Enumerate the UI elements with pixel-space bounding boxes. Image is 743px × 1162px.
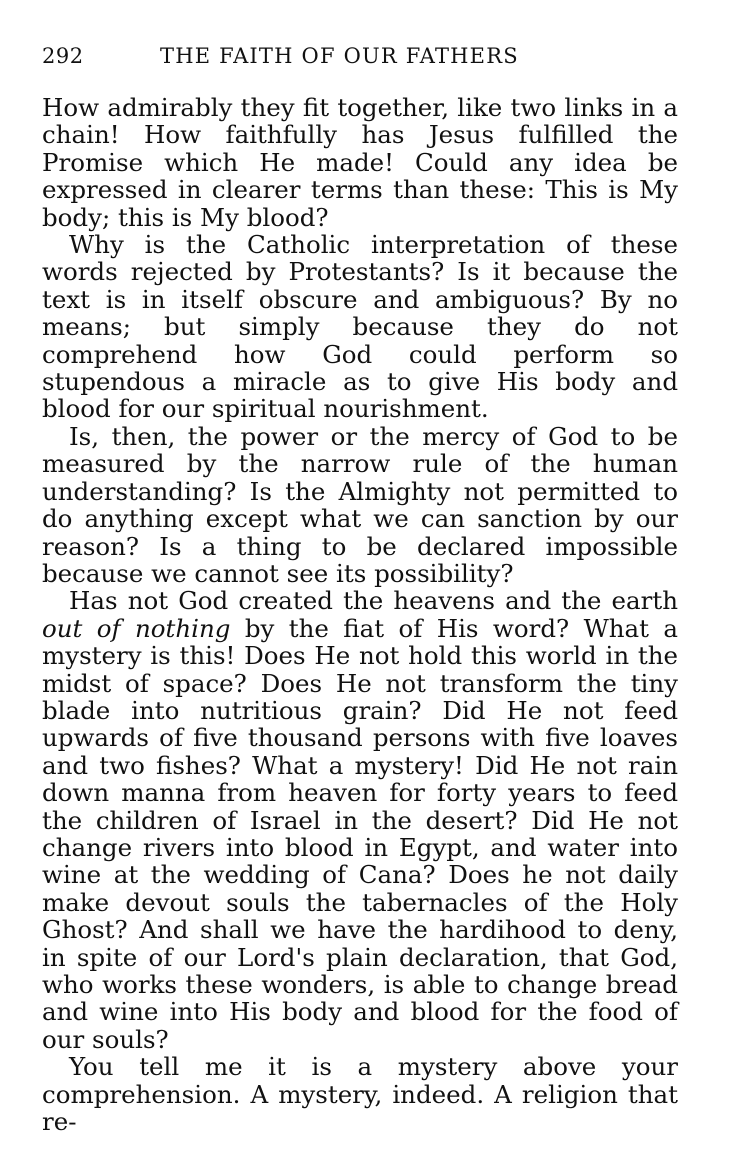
text-segment: Is, then, the power or the mercy of God to be measured by the narrow rule of the human understanding? Is the Almighty not permitted to do anything except what we can sanction by our reason? Is a thing to be declared impossible because we cannot see its possibility?	[42, 421, 678, 588]
paragraph	[42, 231, 678, 423]
text-segment: You tell me it is a mystery above your comprehension. A mystery, indeed. A religion that re-	[42, 1052, 678, 1137]
text-segment: Why is the Catholic interpretation of these words rejected by Protestants? Is it because the text is in itself obscure and ambiguous? By no means; but simply because they do not comprehend how God could perform so stupendous a miracle as to give His body and blood for our spiritual nourishment.	[42, 230, 678, 424]
paragraph	[42, 423, 678, 587]
text-segment: by the fiat of His word? What a mystery is this! Does He not hold this world in the midst of space? Does He not transform the tiny blade into nutritious grain? Did He not feed upwards of five thousand persons with five loaves and two fishes? What a mystery! Did He not rain down manna from heaven for forty years to feed the children of Israel in the desert? Did He not change rivers into blood in Egypt, and water into wine at the wedding of Cana? Does he not daily make devout souls the tabernacles of the Holy Ghost? And shall we have the hardihood to deny, in spite of our Lord's plain declaration, that God, who works these wonders, is able to change bread and wine into His body and blood for the food of our souls?	[42, 613, 678, 1054]
body-text	[42, 94, 678, 1135]
page-header	[42, 36, 678, 76]
book-page	[42, 36, 678, 1135]
text-segment: Has not God created the heavens and the earth	[69, 586, 678, 616]
paragraph	[42, 1053, 678, 1135]
running-title: THE FAITH OF OUR FATHERS	[160, 44, 519, 68]
italic-phrase: out of nothing	[42, 613, 231, 643]
page-number: 292	[42, 44, 84, 68]
paragraph	[42, 587, 678, 1053]
text-segment: How admirably they fit together, like two links in a chain! How faithfully has Jesus fulfilled the Promise which He made! Could any idea be expressed in clearer terms than these: This is My body; this is My blood?	[42, 93, 678, 232]
paragraph	[42, 94, 678, 231]
